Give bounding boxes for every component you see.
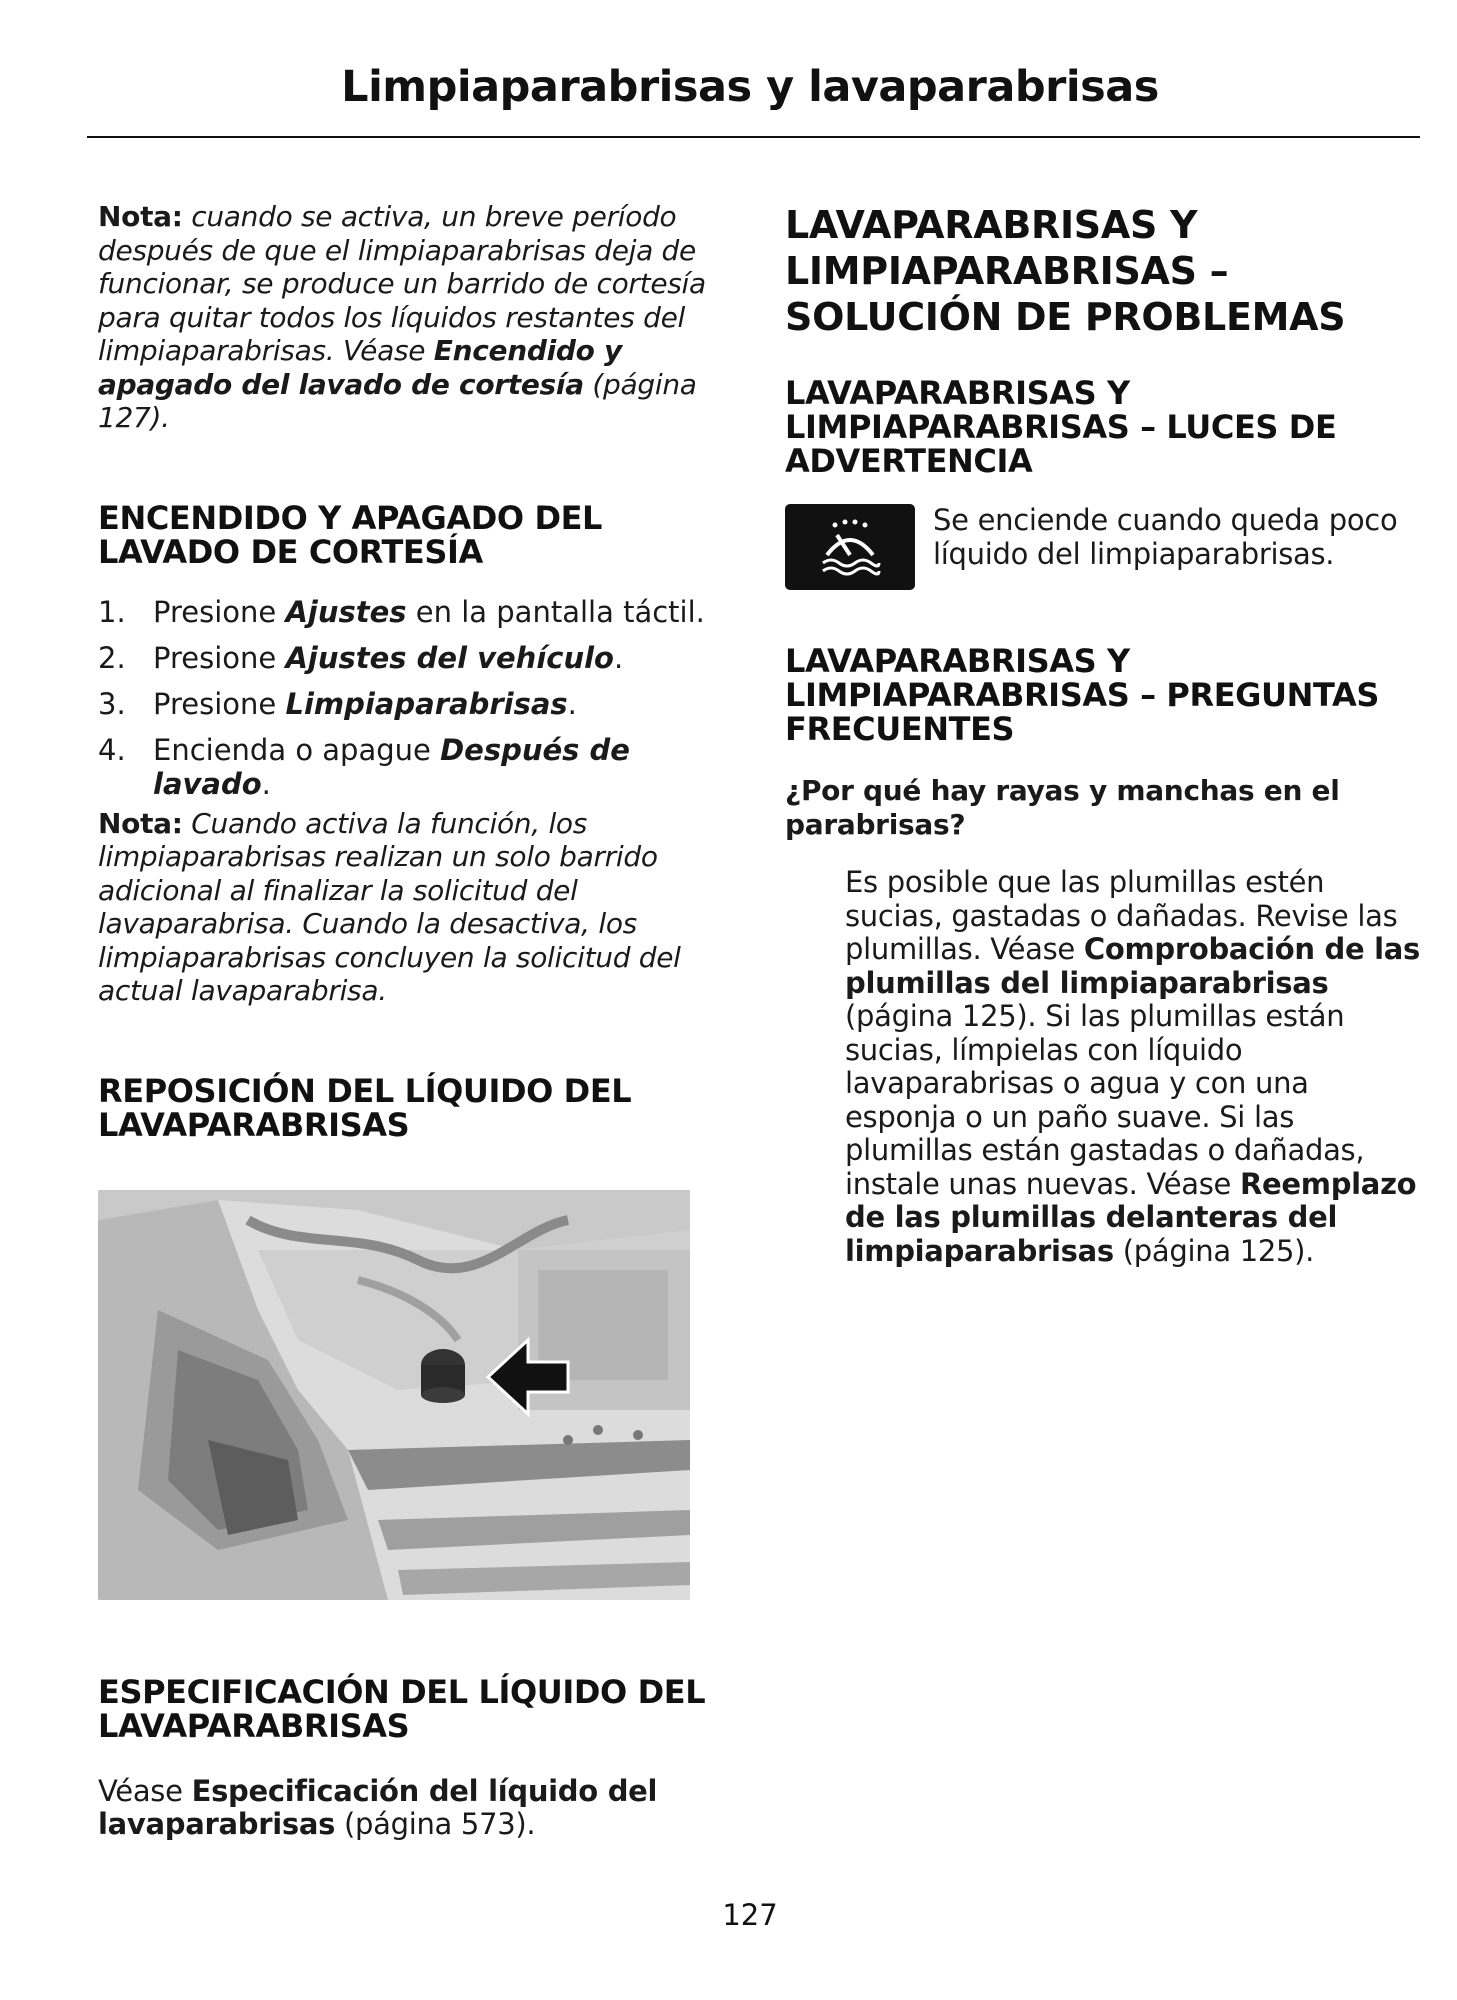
list-item: 3. Presione Limpiaparabrisas. (98, 686, 577, 721)
list-item: 4. Encienda o apague Después de lavado. (98, 732, 630, 801)
blade-check-reference-link[interactable]: Comprobación de las plumillas del limpiaparabrisas (845, 932, 1420, 1000)
page-title: Limpiaparabrisas y lavaparabrisas (341, 62, 1159, 112)
note-courtesy-wipe (98, 200, 718, 435)
steps-list (98, 595, 718, 801)
washer-fluid-warning-icon (785, 504, 915, 590)
fluid-spec-text: Véase Especificación del líquido del lavaparabrisas (página 573). (98, 1773, 658, 1841)
note-page-ref: (página 127). (98, 367, 697, 434)
note-reference-link[interactable]: Encendido y apagado del lavado de cortesía (98, 334, 622, 401)
note-single-wipe (98, 807, 718, 1008)
list-item: 1. Presione Ajustes en la pantalla táctil. (98, 594, 705, 629)
engine-bay-illustration (98, 1190, 690, 1600)
engine-bay-image (98, 1190, 690, 1600)
heading-troubleshooting: LAVAPARABRISAS Y LIMPIAPARABRISAS – SOLUCIÓN DE PROBLEMAS (785, 203, 1346, 339)
fluid-spec-reference-link[interactable]: Especificación del líquido del lavaparabrisas (98, 1773, 658, 1841)
page-number: 127 (722, 1898, 778, 1932)
warning-light-description: Se enciende cuando queda poco líquido del limpiaparabrisas. (933, 503, 1398, 571)
note-label: Nota: (98, 806, 183, 840)
faq-question: ¿Por qué hay rayas y manchas en el parabrisas? (785, 774, 1340, 841)
warning-light-row (785, 504, 1425, 590)
blade-replacement-reference-link[interactable]: Reemplazo de las plumillas delanteras del limpiaparabrisas (845, 1166, 1417, 1268)
heading-refill-fluid: REPOSICIÓN DEL LÍQUIDO DEL LAVAPARABRISAS (98, 1071, 632, 1144)
note-text: cuando se activa, un breve período después de que el limpiaparabrisas deja de funcionar, se produce un barrido de cortesía para quitar todos los líquidos restantes del limpiaparabrisas. Véase (98, 200, 706, 367)
title-divider (87, 136, 1420, 138)
faq-answer: Es posible que las plumillas estén sucias, gastadas o dañadas. Revise las plumillas. Véase Comprobación de las plumillas del limpiaparabrisas (página 125). Si las plumillas están sucias, límpielas con líquido lavaparabrisas o agua y con una esponja o un paño suave. Si las plumillas están gastadas o dañadas, instale unas nuevas. Véase Reemplazo de las plumillas delanteras del limpiaparabrisas (página 125). (845, 865, 1420, 1268)
right-column (785, 200, 1425, 1268)
heading-faq: LAVAPARABRISAS Y LIMPIAPARABRISAS – PREGUNTAS FRECUENTES (785, 642, 1379, 748)
left-column (98, 200, 718, 1842)
note-text: Cuando activa la función, los limpiaparabrisas realizan un solo barrido adicional al finalizar la solicitud del lavaparabrisa. Cuando la desactiva, los limpiaparabrisas concluyen la solicitud del actual lavaparabrisa. (98, 806, 681, 1007)
heading-warning-lights: LAVAPARABRISAS Y LIMPIAPARABRISAS – LUCES DE ADVERTENCIA (785, 374, 1337, 480)
note-label: Nota: (98, 200, 183, 233)
heading-fluid-spec: ESPECIFICACIÓN DEL LÍQUIDO DEL LAVAPARABRISAS (98, 1672, 706, 1745)
heading-courtesy-wash: ENCENDIDO Y APAGADO DEL LAVADO DE CORTESÍA (98, 498, 603, 571)
list-item: 2. Presione Ajustes del vehículo. (98, 640, 624, 675)
